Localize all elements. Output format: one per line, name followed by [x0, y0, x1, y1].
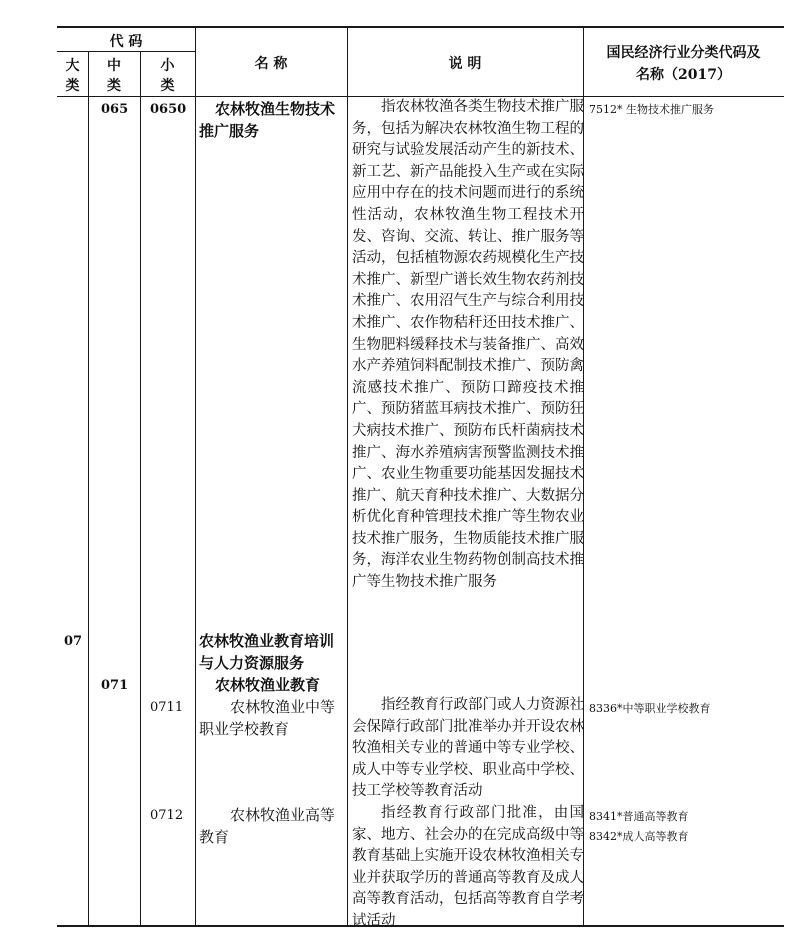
- header-xiao-2: 类: [160, 78, 175, 94]
- name-07-line1: 农林牧渔业教育培训: [199, 632, 335, 650]
- code-065: 065: [101, 102, 129, 117]
- header-description: 说 明: [448, 56, 482, 72]
- name-0711-line2: 职业学校教育: [199, 720, 290, 738]
- ref-0712-a: 8341*普通高等教育: [589, 810, 689, 823]
- header-code: 代 码: [109, 34, 143, 50]
- ref-0712-b: 8342*成人高等教育: [589, 830, 689, 843]
- description-0712: 指经教育行政部门批准，由国家、地方、社会办的在完成高级中等教育基础上实施开设农林牧渔相关专业并获取学历的普通高等教育及成人高等教育活动，包括高等教育自学考试活动: [352, 805, 584, 929]
- code-0711: 0711: [150, 700, 184, 715]
- name-0712-line2: 教育: [199, 828, 230, 846]
- code-071: 071: [101, 678, 129, 693]
- name-0711-line1: 农林牧渔业中等: [230, 698, 336, 716]
- table-top-rule: [57, 26, 784, 28]
- col-divider-4: [347, 26, 348, 926]
- code-0712: 0712: [150, 808, 184, 823]
- ref-0711: 8336*中等职业学校教育: [589, 702, 711, 715]
- name-071: 农林牧渔业教育: [215, 676, 321, 694]
- description-0650: 指农林牧渔各类生物技术推广服务，包括为解决农林牧渔生物工程的研究与试验发展活动产生的新技术、新工艺、新产品能投入生产或在实际应用中存在的技术问题而进行的系统性活动，农林牧渔生物工程技术开发、咨询、交流、转让、推广服务等活动，包括植物源农药规模化生产技术推广、新型广谱长效生物农药剂技术推广、农用沼气生产与综合利用技术推广、农作物秸秆还田技术推广、生物肥料缓释技术与装备推广、高效水产养殖饲料配制技术推广、预防禽流感技术推广、预防口蹄疫技术推广、预防猪蓝耳病技术推广、预防狂犬病技术推广、预防布氏杆菌病技术推广、海水养殖病害预警监测技术推广、农业生物重要功能基因发掘技术推广、航天育种技术推广、大数据分析优化育种管理技术推广等生物农业技术推广服务，生物质能技术推广服务，海洋农业生物药物创制高技术推广等生物技术推广服务: [352, 99, 584, 591]
- name-07-line2: 与人力资源服务: [199, 654, 305, 672]
- description-0711: 指经教育行政部门或人力资源社会保障行政部门批准举办并开设农林牧渔相关专业的普通中等专业学校、成人中等专业学校、职业高中学校、技工学校等教育活动: [352, 697, 584, 800]
- code-07: 07: [64, 634, 83, 649]
- ref-0650: 7512* 生物技术推广服务: [589, 103, 714, 116]
- code-0650: 0650: [150, 102, 187, 117]
- col-divider-1: [88, 51, 89, 926]
- name-0650-line1: 农林牧渔生物技术: [215, 100, 336, 118]
- header-xiao-1: 小: [160, 58, 175, 74]
- col-divider-2: [140, 51, 141, 926]
- name-0650-line2: 推广服务: [199, 122, 260, 140]
- header-zhong-1: 中: [107, 58, 121, 74]
- header-da-1: 大: [65, 58, 80, 74]
- header-da-2: 类: [65, 78, 80, 94]
- code-group-rule: [57, 51, 195, 52]
- header-zhong-2: 类: [107, 78, 121, 94]
- name-0712-line1: 农林牧渔业高等: [230, 806, 336, 824]
- header-national-code-1: 国民经济行业分类代码及: [606, 45, 761, 61]
- col-divider-3: [195, 26, 196, 926]
- header-name: 名 称: [254, 56, 288, 72]
- header-national-code-2: 名称（2017）: [636, 67, 731, 83]
